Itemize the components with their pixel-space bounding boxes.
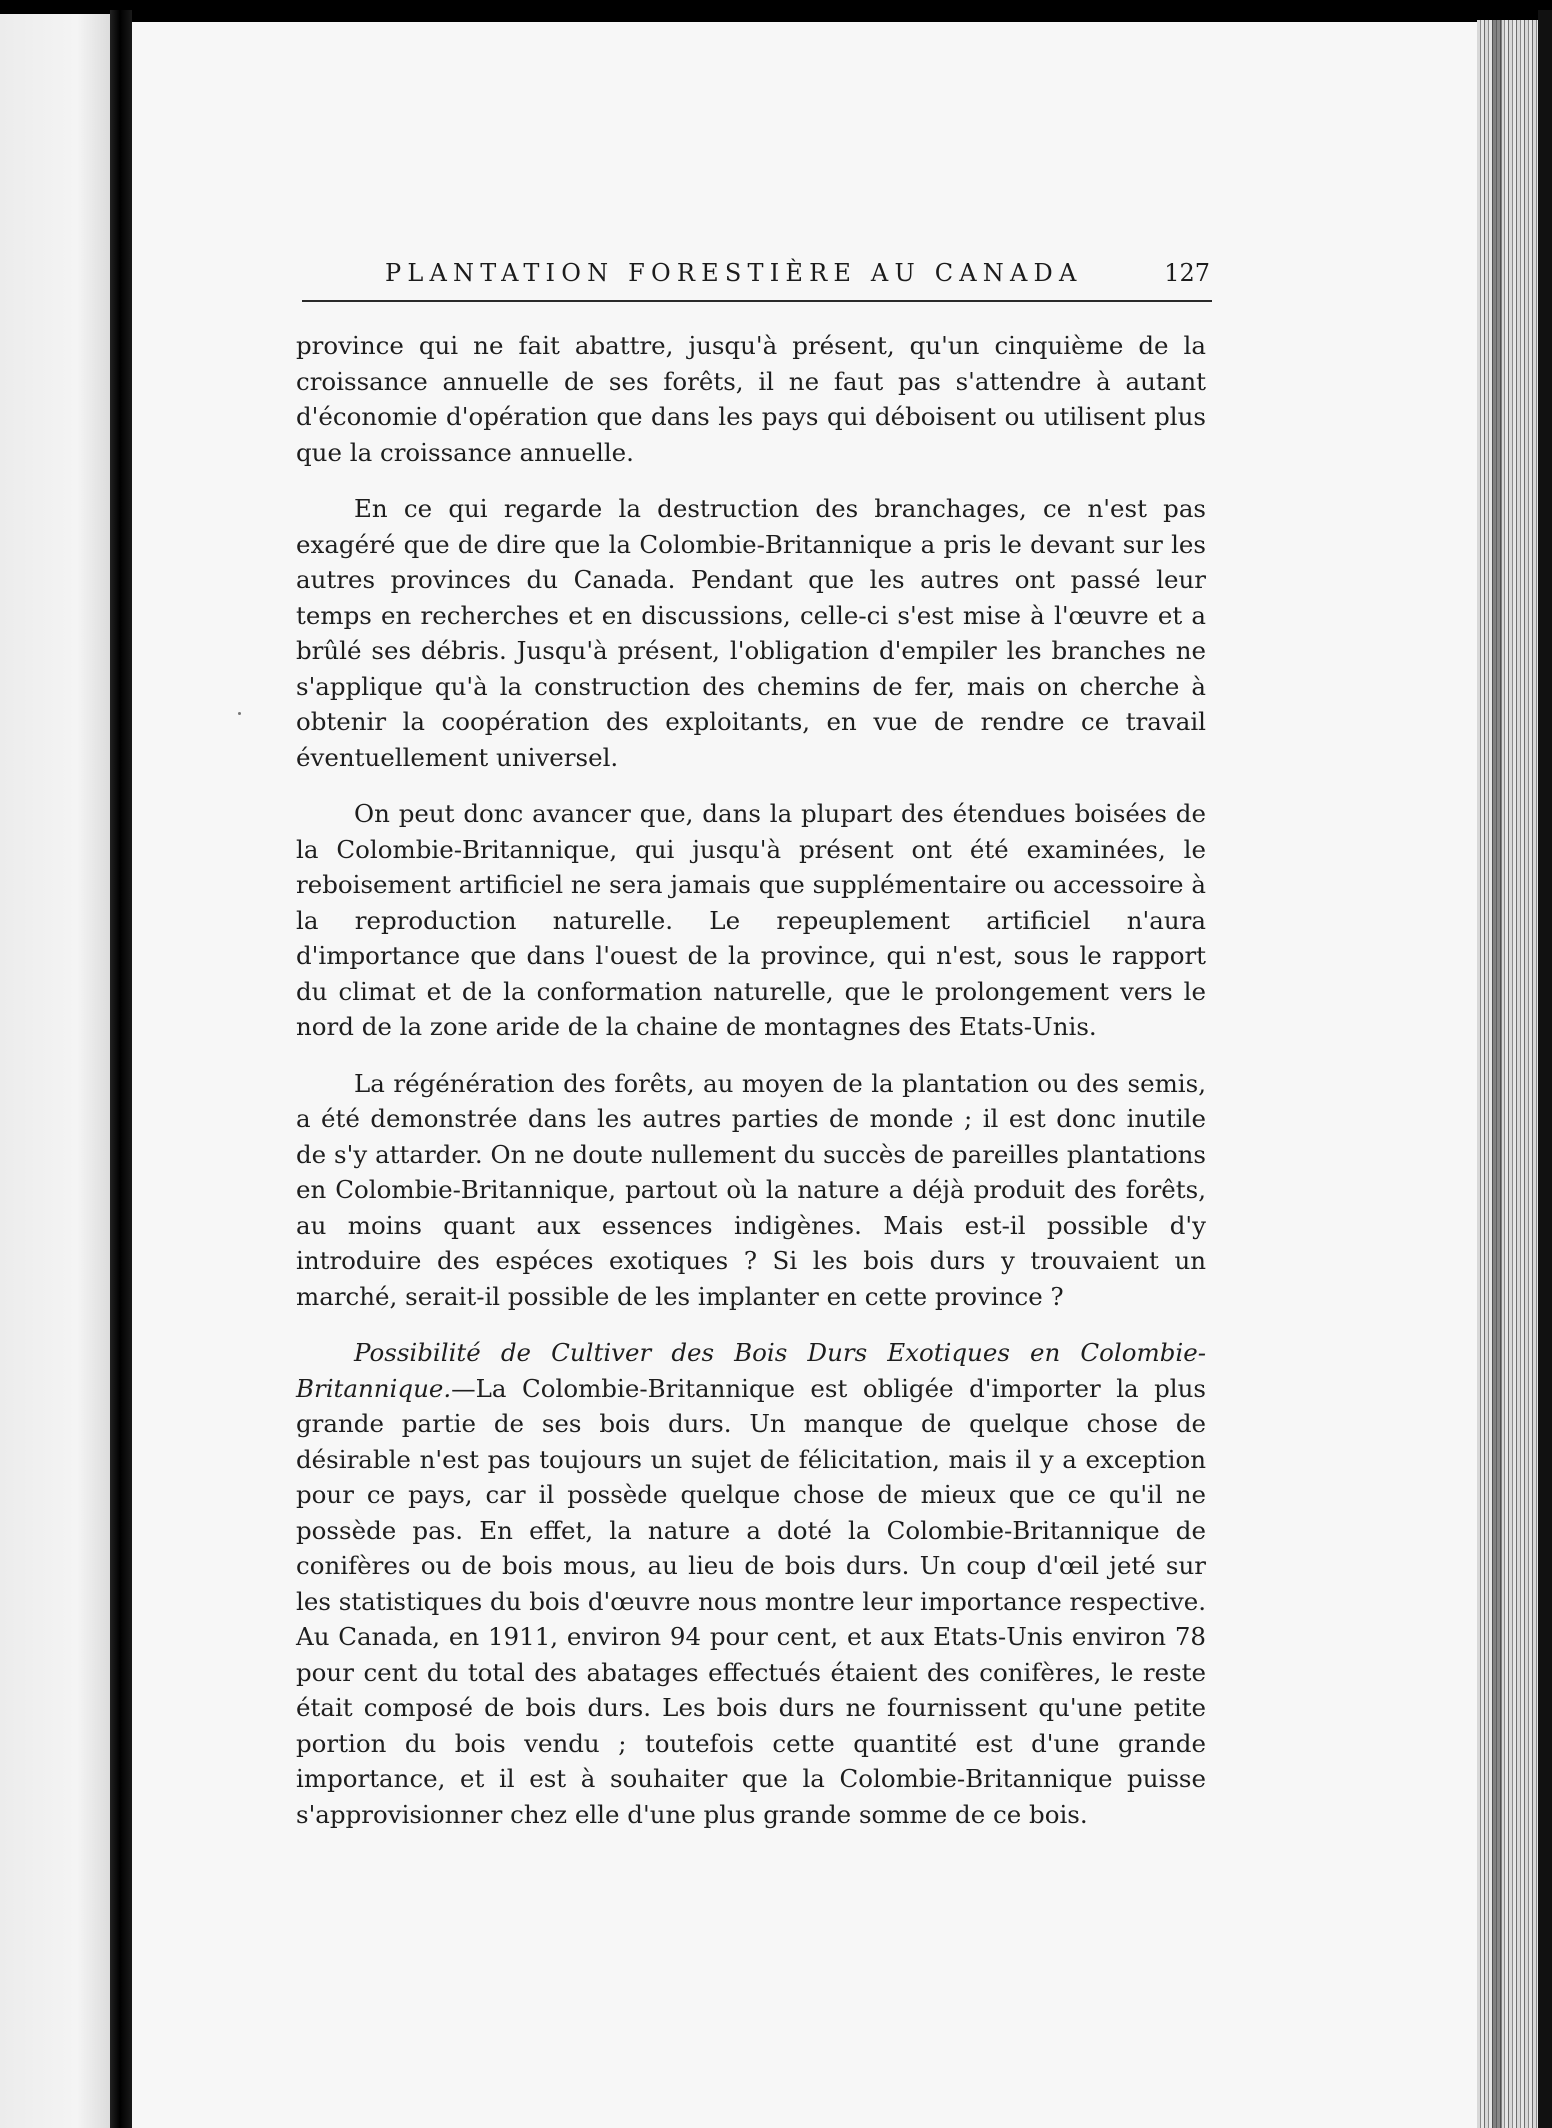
previous-page-edge	[0, 14, 110, 2128]
section-heading: Possibilité de Cultiver des Bois Durs Exotiques en Colombie-Britannique.	[296, 1338, 1206, 1403]
paragraph-4: La régénération des forêts, au moyen de la plantation ou des semis, a été demonstrée dans les autres parties de monde ; il est donc inutile de s'y attarder. On ne doute nullement du succès de pareilles plantations en Colombie-Britannique, partout où la nature a déjà produit des forêts, au moins quant aux essences indigènes. Mais est-il possible d'y introduire des espéces exotiques ? Si les bois durs y trouvaient un marché, serait-il possible de les implanter en cette province ?	[296, 1068, 1206, 1311]
paragraph-5-text: —La Colombie-Britannique est obligée d'importer la plus grande partie de ses bois durs. Un manque de quelque chose de désirable n'est pas toujours un sujet de félicitation, mais il y a exception pour ce pays, car il possède quelque chose de mieux que ce qu'il ne possède pas. En effet, la nature a doté la Colombie-Britannique de conifères ou de bois mous, au lieu de bois durs. Un coup d'œil jeté sur les statistiques du bois d'œuvre nous montre leur importance respective. Au Canada, en 1911, environ 94 pour cent, et aux Etats-Unis environ 78 pour cent du total des abatages effectués étaient des conifères, le reste était composé de bois durs. Les bois durs ne fournissent qu'une petite portion du bois vendu ; toutefois cette quantité est d'une grande importance, et il est à souhaiter que la Colombie-Britannique puisse s'approvisionner chez elle d'une plus grande somme de ce bois.	[296, 1373, 1206, 1829]
header-rule	[302, 300, 1212, 302]
page-stack-shadow	[1492, 20, 1502, 2128]
body-text	[296, 328, 1206, 1853]
paragraph-3: On peut donc avancer que, dans la plupart des étendues boisées de la Colombie-Britannique, qui jusqu'à présent ont été examinées, le reboisement artificiel ne sera jamais que supplémentaire ou accessoire à la reproduction naturelle. Le repeuplement artificiel n'aura d'importance que dans l'ouest de la province, qui n'est, sous le rapport du climat et de la conformation naturelle, que le prolongement vers le nord de la zone aride de la chaine de montagnes des Etats-Unis.	[296, 799, 1206, 1041]
page-number: 127	[1164, 259, 1210, 287]
paragraph-2: En ce qui regarde la destruction des branchages, ce n'est pas exagéré que de dire que la Colombie-Britannique a pris le devant sur les autres provinces du Canada. Pendant que les autres ont passé leur temps en recherches et en discussions, celle-ci s'est mise à l'œuvre et a brûlé ses débris. Jusqu'à présent, l'obligation d'empiler les branches ne s'applique qu'à la construction des chemins de fer, mais on cherche à obtenir la coopération des exploitants, en vue de rendre ce travail éventuellement universel.	[296, 494, 1206, 772]
paragraph-5	[296, 1335, 1206, 1832]
scan-speck	[238, 712, 241, 715]
running-head: PLANTATION FORESTIÈRE AU CANADA	[385, 259, 1083, 287]
page-header	[385, 255, 1210, 295]
scan-border-right	[1538, 10, 1552, 2128]
paragraph-1: province qui ne fait abattre, jusqu'à présent, qu'un cinquième de la croissance annuelle de ses forêts, il ne faut pas s'attendre à autant d'économie d'opération que dans les pays qui déboisent ou utilisent plus que la croissance annuelle.	[296, 331, 1206, 467]
book-gutter	[110, 10, 132, 2128]
